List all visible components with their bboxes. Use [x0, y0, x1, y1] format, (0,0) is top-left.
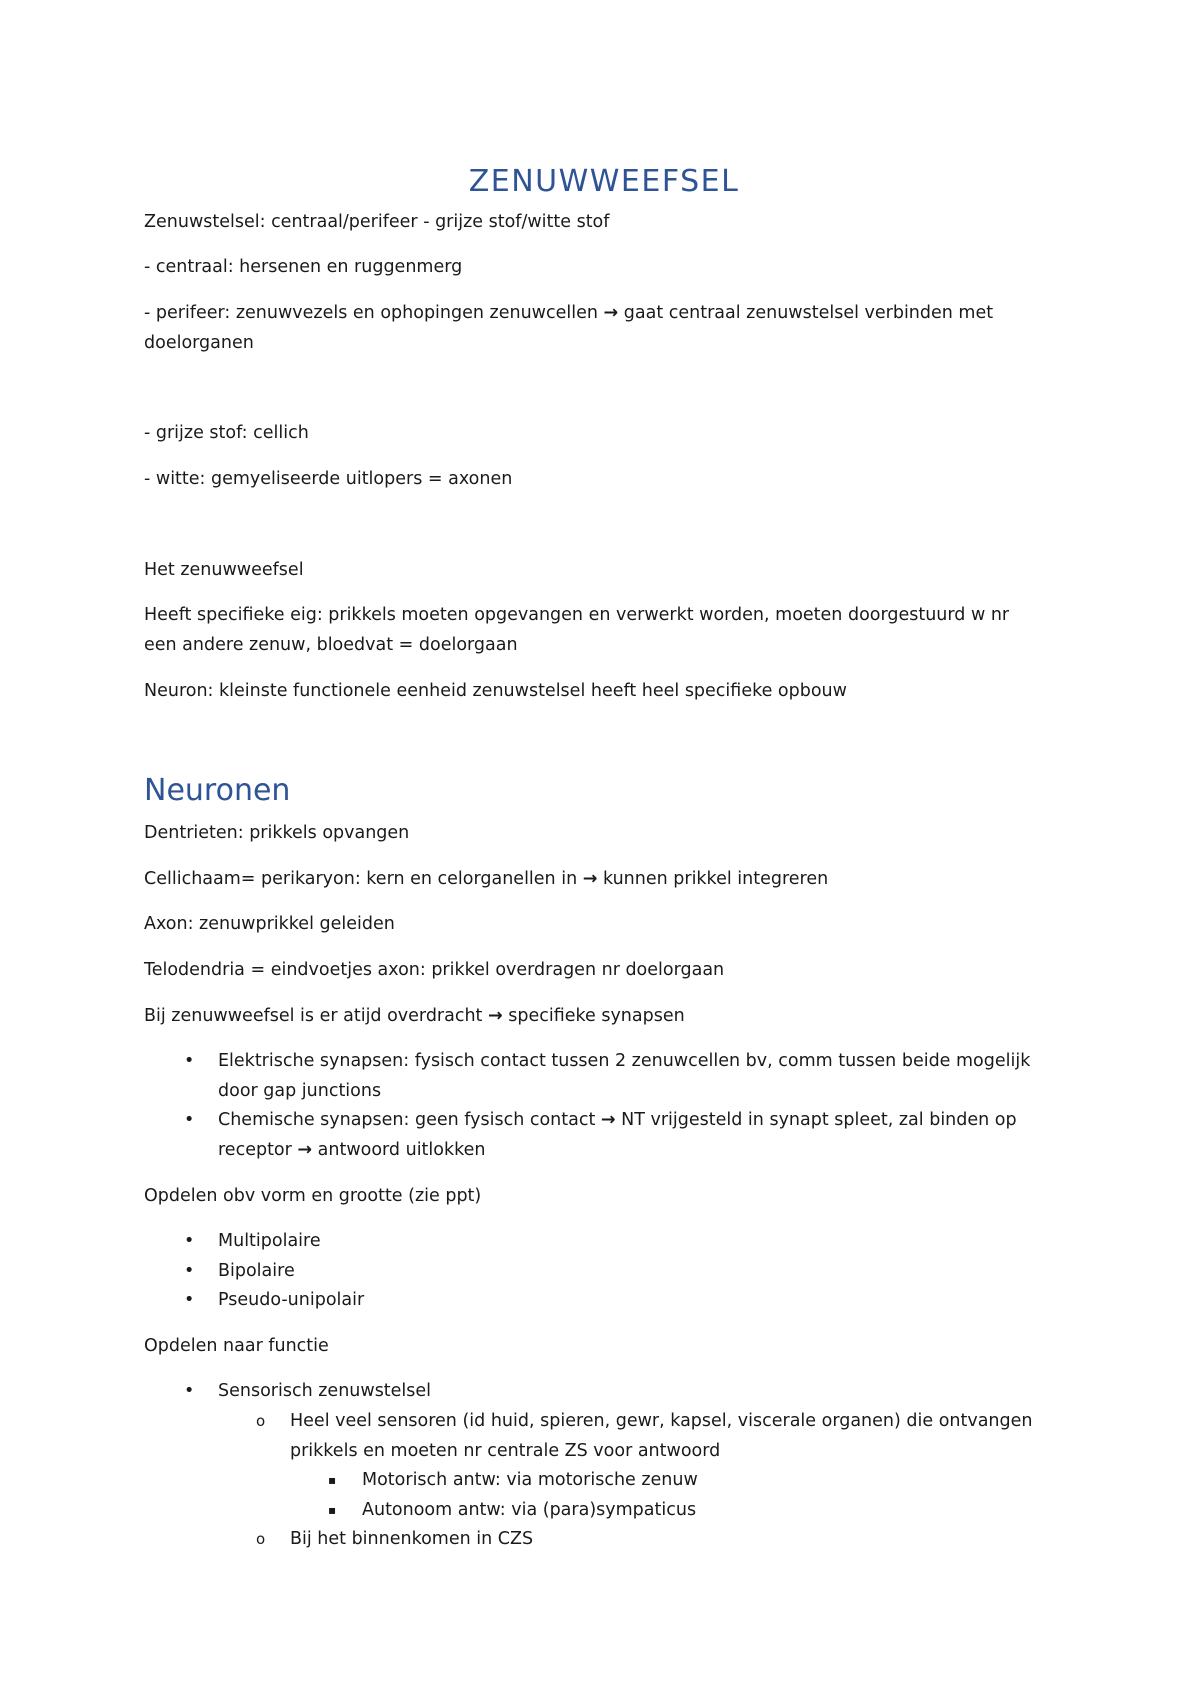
text-segment: Cellichaam= perikaryon: kern en celorganellen in — [144, 869, 583, 889]
bullet-icon: • — [184, 1051, 195, 1071]
bullet-icon: • — [184, 1381, 195, 1401]
neuronen-line-2 — [144, 864, 828, 894]
intro-paragraph-7: Heeft specifieke eig: prikkels moeten opgevangen en verwerkt worden, moeten doorgestuurd w nr — [144, 605, 1010, 625]
sub-sub-list-item: Motorisch antw: via motorische zenuw — [362, 1470, 698, 1490]
neuronen-line-5 — [144, 1001, 685, 1031]
text-segment: specifieke synapsen — [502, 1006, 685, 1026]
intro-paragraph-3 — [144, 298, 993, 328]
text-segment: - perifeer: zenuwvezels en ophopingen zenuwcellen — [144, 303, 604, 323]
page-title: ZENUWWEEFSEL — [468, 164, 740, 199]
arrow-icon: → — [487, 1006, 503, 1026]
circle-bullet-icon: o — [256, 1530, 266, 1548]
arrow-icon: → — [600, 1110, 616, 1130]
list-item: Pseudo-unipolair — [218, 1290, 365, 1310]
text-segment: antwoord uitlokken — [312, 1140, 486, 1160]
square-bullet-icon: ▪ — [328, 1473, 337, 1487]
neuronen-line-3: Axon: zenuwprikkel geleiden — [144, 914, 395, 934]
intro-paragraph-5: - witte: gemyeliseerde uitlopers = axonen — [144, 469, 513, 489]
list-item: Sensorisch zenuwstelsel — [218, 1381, 432, 1401]
list-item — [218, 1105, 1017, 1135]
bullet-icon: • — [184, 1261, 195, 1281]
intro-paragraph-7-cont: een andere zenuw, bloedvat = doelorgaan — [144, 635, 518, 655]
circle-bullet-icon: o — [256, 1412, 266, 1430]
bullet-icon: • — [184, 1231, 195, 1251]
section-heading-neuronen: Neuronen — [144, 773, 291, 808]
list-item-cont — [218, 1135, 486, 1165]
intro-paragraph-8: Neuron: kleinste functionele eenheid zenuwstelsel heeft heel specifieke opbouw — [144, 681, 847, 701]
neuronen-line-4: Telodendria = eindvoetjes axon: prikkel overdragen nr doelorgaan — [144, 960, 725, 980]
list-item: Multipolaire — [218, 1231, 321, 1251]
intro-paragraph-3-cont: doelorganen — [144, 333, 254, 353]
intro-paragraph-1: Zenuwstelsel: centraal/perifeer - grijze stof/witte stof — [144, 212, 610, 232]
neuronen-line-7: Opdelen naar functie — [144, 1336, 329, 1356]
text-segment: Bij zenuwweefsel is er atijd overdracht — [144, 1006, 488, 1026]
sub-sub-list-item: Autonoom antw: via (para)sympaticus — [362, 1500, 697, 1520]
arrow-icon: → — [603, 303, 619, 323]
list-item-cont: door gap junctions — [218, 1081, 382, 1101]
text-segment: gaat centraal zenuwstelsel verbinden met — [618, 303, 994, 323]
sub-list-item: Bij het binnenkomen in CZS — [290, 1529, 534, 1549]
sub-list-item: Heel veel sensoren (id huid, spieren, gewr, kapsel, viscerale organen) die ontvangen — [290, 1411, 1033, 1431]
list-item: Elektrische synapsen: fysisch contact tussen 2 zenuwcellen bv, comm tussen beide mogelijk — [218, 1051, 1031, 1071]
text-segment: receptor — [218, 1140, 298, 1160]
sub-list-item-cont: prikkels en moeten nr centrale ZS voor antwoord — [290, 1441, 721, 1461]
neuronen-line-6: Opdelen obv vorm en grootte (zie ppt) — [144, 1186, 482, 1206]
text-segment: kunnen prikkel integreren — [597, 869, 829, 889]
arrow-icon: → — [297, 1140, 313, 1160]
text-segment: NT vrijgesteld in synapt spleet, zal binden op — [615, 1110, 1017, 1130]
text-segment: Chemische synapsen: geen fysisch contact — [218, 1110, 601, 1130]
square-bullet-icon: ▪ — [328, 1503, 337, 1517]
bullet-icon: • — [184, 1110, 195, 1130]
intro-paragraph-4: - grijze stof: cellich — [144, 423, 309, 443]
arrow-icon: → — [582, 869, 598, 889]
intro-paragraph-6: Het zenuwweefsel — [144, 560, 304, 580]
intro-paragraph-2: - centraal: hersenen en ruggenmerg — [144, 257, 463, 277]
neuronen-line-1: Dentrieten: prikkels opvangen — [144, 823, 410, 843]
bullet-icon: • — [184, 1290, 195, 1310]
list-item: Bipolaire — [218, 1261, 295, 1281]
